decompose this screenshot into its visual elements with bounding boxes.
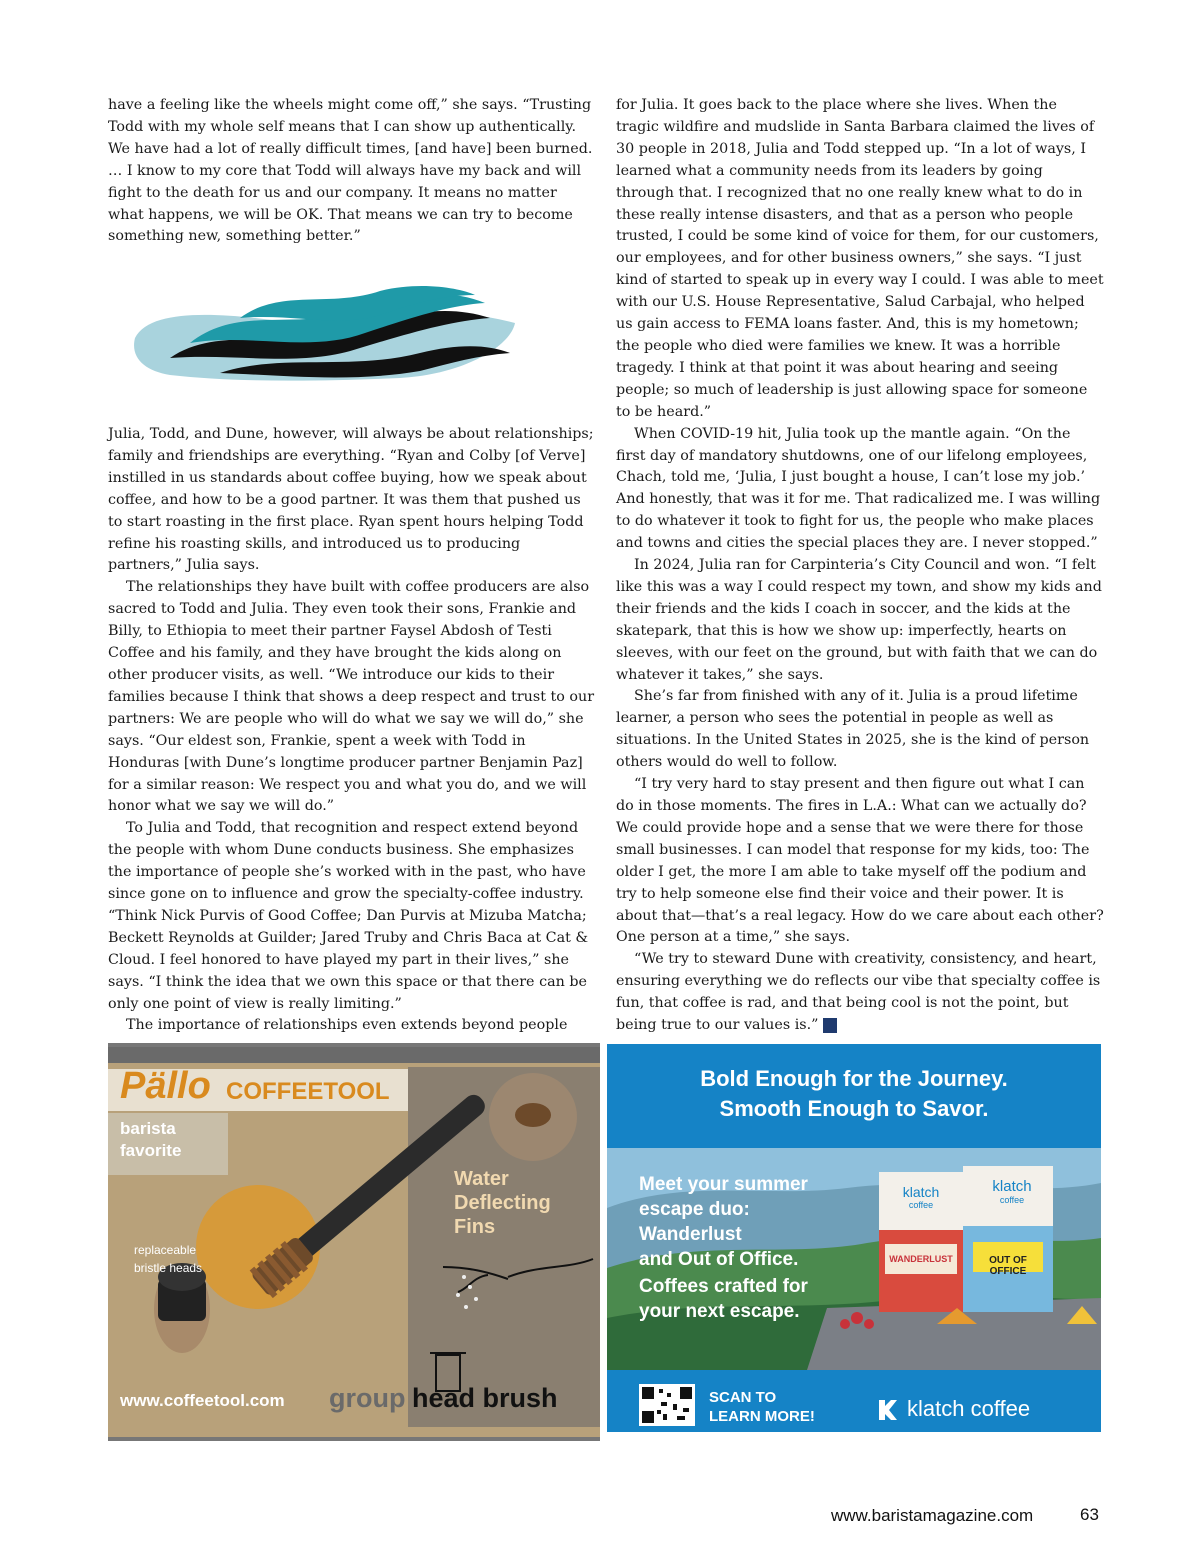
left-paragraph-2: Julia, Todd, and Dune, however, will always be about relationships; family and friendships are everything. “Ryan and Colby [of Verve] instilled in us standards about coffee buying, how we speak about coffee, and how to be a good partner. It was them that pushed us to start roasting in the first place. Ryan spent hours helping Todd refine his roasting skills, and introduced us to producing partners,” Julia says. [108, 426, 594, 574]
barista-favorite-badge [108, 1113, 228, 1175]
left-paragraph-4: To Julia and Todd, that recognition and respect extend beyond the people with whom Dune conducts business. She emphasizes the importance of people she’s worked with in the past, who have since gone on to influence and grow the specialty-coffee industry. “Think Nick Purvis of Good Coffee; Dan Purvis at Mizuba Matcha; Beckett Reynolds at Guilder; Jared Truby and Chris Baca at Cat & Cloud. I feel honored to have played my part in their lives,” she says. “I think the idea that we own this space or that there can be only one point of view is really limiting.” [108, 820, 589, 1012]
meet-line-2: escape duo: [639, 1199, 750, 1220]
bag-1-label: WANDERLUST [889, 1254, 953, 1264]
klatch-logo: klatch coffee [907, 1396, 1031, 1421]
craft-line-2: your next escape. [639, 1301, 800, 1322]
feature-line-1: Water [454, 1168, 509, 1190]
page-number: 63 [1080, 1505, 1099, 1524]
note-line-1: replaceable [134, 1243, 197, 1257]
meet-line-1: Meet your summer [639, 1174, 808, 1195]
headline-group: group [329, 1383, 406, 1413]
left-paragraph-1: have a feeling like the wheels might come off,” she says. “Trusting Todd with my whole self means that I can show up authentically. We have had a lot of really difficult times, [and have] been burned. … I know to my core that Todd will always have my back and will fight to the death for us and our company. It means no matter what happens, we will be OK. That means we can try to become something new, something better.” [108, 97, 593, 245]
klatch-logo-icon [873, 1396, 901, 1424]
klatch-headline-2: Smooth Enough to Savor. [719, 1096, 989, 1121]
pallo-url-link[interactable]: www.coffeetool.com [120, 1391, 285, 1410]
meet-duo-text [639, 1172, 808, 1272]
meet-line-4: and Out of Office. [639, 1249, 799, 1270]
pallo-product: COFFEETOOL [226, 1078, 390, 1105]
feature-line-3: Fins [454, 1216, 496, 1238]
left-column [108, 95, 596, 248]
footer-url: www.baristamagazine.com [831, 1506, 1034, 1525]
right-paragraph-6 [616, 949, 1104, 1037]
headline-head-brush: head brush [412, 1383, 558, 1413]
klatch-headline-1: Bold Enough for the Journey. [700, 1066, 1008, 1091]
meet-line-3: Wanderlust [639, 1224, 742, 1245]
klatch-ad[interactable] [607, 1044, 1101, 1432]
right-paragraph-4: She’s far from finished with any of it. Julia is a proud lifetime learner, a person who sees the potential in people as well as situations. In the United States in 2025, she is the kind of person others would do well to follow. [616, 688, 1090, 771]
scan-text [709, 1388, 815, 1426]
left-paragraph-3: The relationships they have built with coffee producers are also sacred to Todd and Julia. They even took their sons, Frankie and Billy, to Ethiopia to meet their partner Faysel Abdosh of Testi Coffee and his family, and they have brought the kids along on other producer visits, as well. “We introduce our kids to their families because I think that shows a deep respect and trust to our partners: We are people who will do what we say we will do,” she says. “Our eldest son, Frankie, spent a week with Todd in Honduras [with Dune’s longtime producer partner Benjamin Paz] for a similar reason: We respect you and what you do, and we will honor what we say we will do.” [108, 579, 595, 815]
scan-line-2: LEARN MORE! [709, 1408, 815, 1425]
crafted-text [639, 1274, 808, 1324]
tag-line-2: favorite [120, 1141, 182, 1160]
bag-2-label: OUT OF OFFICE [989, 1255, 1027, 1277]
left-paragraph-5: The importance of relationships even extends beyond people [126, 1017, 568, 1034]
wave-ornament [130, 283, 520, 383]
bag-1-brand-name: klatch [902, 1184, 940, 1200]
bag-1-brand [885, 1184, 957, 1210]
right-paragraph-6-text: “We try to steward Dune with creativity, consistency, and heart, ensuring everything we do reflects our vibe that specialty coffee is fun, that coffee is rad, and that being cool is not the point, but being true to our values is.” [616, 951, 1101, 1034]
bag-2-brand-sub: coffee [999, 1195, 1025, 1205]
right-paragraph-2: When COVID-19 hit, Julia took up the mantle again. “On the first day of mandatory shutdowns, one of our lifelong employees, Chach, told me, ‘Julia, I just bought a house, I can’t lose my job.’ And honestly, that was it for me. That radicalized me. I was willing to do whatever it took to fight for us, the people who make places and towns and cities the special places they are. I never stopped.” [616, 425, 1101, 552]
qr-code-icon[interactable] [639, 1384, 695, 1426]
pallo-brand-bar [108, 1065, 408, 1111]
bag-2-brand [970, 1178, 1054, 1205]
water-fins-label [454, 1167, 551, 1239]
right-column [616, 95, 1104, 1037]
pallo-ad[interactable] [108, 1043, 600, 1441]
bristle-note [134, 1241, 202, 1277]
craft-line-1: Coffees crafted for [639, 1276, 808, 1297]
tag-line-1: barista [120, 1119, 176, 1138]
right-paragraph-1: for Julia. It goes back to the place where she lives. When the tragic wildfire and mudslide in Santa Barbara claimed the lives of 30 people in 2018, Julia and Todd stepped up. “In a lot of ways, I learned what a community needs from its leaders by going through that. I recognized that no one really knew what to do in these really intense disasters, and that as a person who people trusted, I could be some kind of voice for them, for our customers, our employees, and for other business owners,” she says. “I just kind of started to speak up in every way I could. I was able to meet with our U.S. House Representative, Salud Carbajal, who helped us gain access to FEMA loans faster. And, this is my hometown; the people who died were families we knew. It was a horrible tragedy. I think at that point it was about hearing and seeing people; so much of leadership is just allowing space for someone to be heard.” [616, 97, 1104, 420]
feature-line-2: Deflecting [454, 1192, 551, 1214]
pallo-brand: Pällo [120, 1065, 211, 1107]
scan-line-1: SCAN TO [709, 1389, 777, 1406]
bag-2-brand-name: klatch [992, 1178, 1032, 1195]
bag-1-brand-sub: coffee [908, 1200, 934, 1210]
note-line-2: bristle heads [134, 1261, 203, 1275]
right-paragraph-3: In 2024, Julia ran for Carpinteria’s City Council and won. “I felt like this was a way I could respect my town, and show my kids and their friends and the kids I coach in soccer, and the kids at the skatepark, that this is how we show up: imperfectly, hearts on sleeves, with our feet on the ground, but with faith that we can do whatever it takes,” she says. [616, 557, 1102, 683]
left-column-lower [108, 424, 596, 1037]
end-mark-icon: b [823, 1018, 837, 1033]
right-paragraph-5: “I try very hard to stay present and then figure out what I can do in those moments. The fires in L.A.: What can we actually do? We could provide hope and a sense that we were there for those small businesses. I can model that response for my kids, too: The older I get, the more I am able to take myself off the podium and try to help someone else find their voice and their power. It is about that—that’s a real legacy. How do we care about each other? One person at a time,” she says. [616, 776, 1104, 946]
